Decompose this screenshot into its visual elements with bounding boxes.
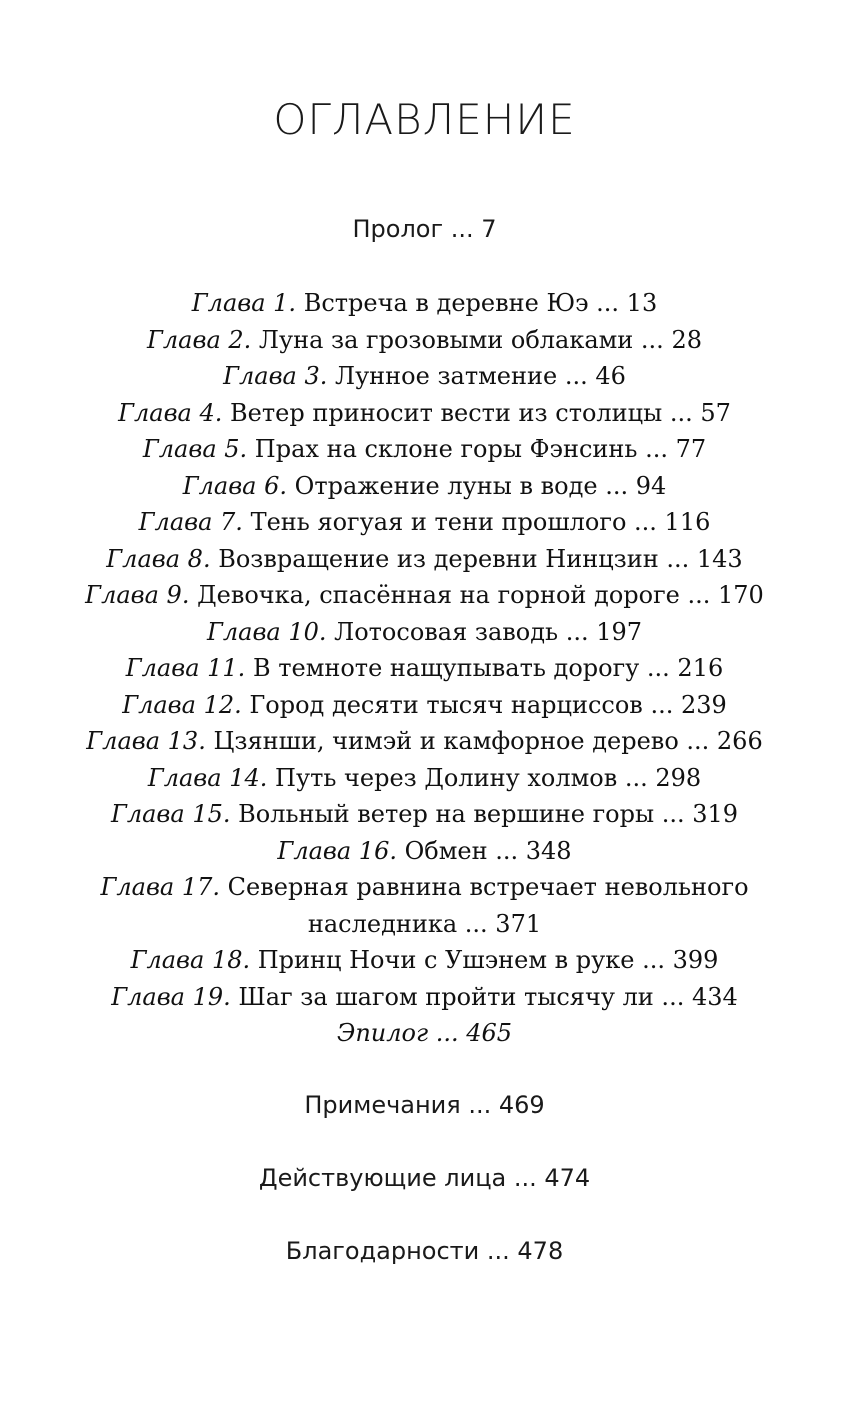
chapter-number: Глава 16. (277, 836, 397, 865)
chapter-title: Цзянши, чимэй и камфорное дерево ... 266 (205, 727, 763, 755)
chapter-title: Северная равнина встречает невольного (220, 873, 749, 901)
toc-entry-chapter-13 (0, 723, 849, 760)
toc-entry-chapter-7 (0, 504, 849, 541)
chapter-number: Глава 1. (191, 289, 297, 317)
chapter-number: Глава 11. (125, 654, 246, 682)
chapter-title: наследника ... 371 (307, 909, 542, 938)
toc-entry-chapter-5 (0, 431, 849, 468)
chapter-title: Девочка, спасённая на горной дороге ... 170 (189, 581, 764, 609)
toc-entry-acknowledgements: Благодарности ... 478 (285, 1237, 564, 1265)
chapter-title: Прах на склоне горы Фэнсинь ... 77 (247, 435, 707, 463)
toc-entry-chapter-10 (0, 614, 849, 651)
chapter-number: Глава 3. (223, 362, 328, 390)
toc-entry-chapter-12 (0, 687, 849, 724)
toc-entry-chapter-6 (0, 468, 849, 505)
chapter-number: Глава 10. (206, 617, 327, 646)
toc-entry-chapter-17 (0, 869, 849, 906)
toc-entry-chapter-11 (0, 650, 849, 687)
chapter-number: Глава 17. (100, 873, 221, 901)
toc-entry-chapter-17-continued (0, 906, 849, 943)
chapter-number: Глава 5. (142, 435, 248, 463)
toc-heading: ОГЛАВЛЕНИЕ (273, 95, 576, 144)
toc-entry-notes: Примечания ... 469 (304, 1091, 545, 1119)
chapter-number: Глава 4. (118, 398, 223, 427)
toc-entry-epilogue: Эпилог ... 465 (336, 1019, 513, 1047)
toc-entry-chapter-16 (0, 833, 849, 870)
chapter-number: Глава 8. (106, 544, 211, 573)
toc-entry-chapter-8 (0, 541, 849, 578)
chapter-title: Лунное затмение ... 46 (327, 362, 626, 390)
chapter-title: Шаг за шагом пройти тысячу ли ... 434 (230, 982, 738, 1011)
chapter-title: Вольный ветер на вершине горы ... 319 (230, 800, 739, 828)
chapter-title: Принц Ночи с Ушэнем в руке ... 399 (250, 946, 719, 974)
chapter-title: В темноте нащупывать дорогу ... 216 (245, 654, 724, 682)
toc-entry-characters: Действующие лица ... 474 (258, 1164, 591, 1192)
chapter-number: Глава 13. (86, 727, 206, 755)
chapter-number: Глава 12. (122, 690, 242, 719)
toc-entry-chapter-19 (0, 979, 849, 1016)
chapter-title: Ветер приносит вести из столицы ... 57 (222, 398, 731, 427)
toc-entry-chapter-18 (0, 942, 849, 979)
chapter-number: Глава 15. (110, 800, 231, 828)
toc-entry-chapter-2 (0, 322, 849, 359)
chapter-title: Встреча в деревне Юэ ... 13 (296, 289, 658, 317)
chapter-title: Лотосовая заводь ... 197 (326, 617, 643, 646)
toc-entry-prologue: Пролог ... 7 (352, 215, 497, 243)
toc-entry-chapter-3 (0, 358, 849, 395)
chapter-number: Глава 18. (130, 946, 251, 974)
toc-entry-chapter-4 (0, 395, 849, 432)
chapter-title: Путь через Долину холмов ... 298 (267, 763, 702, 792)
chapter-number: Глава 9. (85, 581, 190, 609)
chapter-title: Город десяти тысяч нарциссов ... 239 (241, 690, 727, 719)
chapter-title: Обмен ... 348 (396, 836, 572, 865)
chapter-number: Глава 6. (182, 471, 288, 500)
chapter-number: Глава 2. (147, 325, 252, 354)
chapter-number: Глава 19. (111, 982, 231, 1011)
toc-entry-chapter-15 (0, 796, 849, 833)
chapter-number: Глава 7. (138, 508, 243, 536)
chapter-title: Луна за грозовыми облаками ... 28 (251, 325, 702, 354)
chapter-title: Тень яогуая и тени прошлого ... 116 (242, 508, 711, 536)
chapter-list (0, 285, 849, 1052)
chapter-title: Возвращение из деревни Нинцзин ... 143 (210, 544, 743, 573)
chapter-title: Отражение луны в воде ... 94 (287, 471, 667, 500)
toc-entry-chapter-1 (0, 285, 849, 322)
chapter-number: Глава 14. (147, 763, 268, 792)
toc-entry-chapter-14 (0, 760, 849, 797)
toc-entry-chapter-9 (0, 577, 849, 614)
